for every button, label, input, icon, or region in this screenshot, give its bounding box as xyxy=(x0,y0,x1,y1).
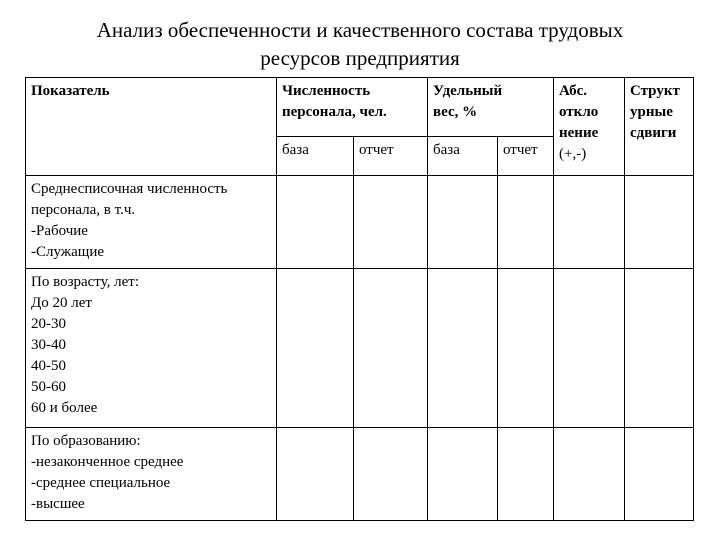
row-headcount-label: Среднесписочная численность персонала, в т.ч. -Рабочие -Служащие xyxy=(26,176,277,269)
table-row xyxy=(26,428,694,521)
empty-cell xyxy=(277,428,354,521)
empty-cell xyxy=(498,428,554,521)
title-line-1: Анализ обеспеченности и качественного состава трудовых xyxy=(96,18,624,42)
subheader-share-report: отчет xyxy=(498,137,554,176)
empty-cell xyxy=(428,428,498,521)
row-age-label: По возрасту, лет: До 20 лет 20-30 30-40 40-50 50-60 60 и более xyxy=(26,269,277,428)
empty-cell xyxy=(554,176,625,269)
empty-cell xyxy=(428,269,498,428)
labor-resources-table xyxy=(25,77,694,521)
empty-cell xyxy=(354,269,428,428)
header-abs-deviation: Абс. откло нение (+,-) xyxy=(554,78,625,176)
empty-cell xyxy=(354,176,428,269)
subheader-share-base: база xyxy=(428,137,498,176)
empty-cell xyxy=(554,428,625,521)
empty-cell xyxy=(498,269,554,428)
subheader-headcount-report: отчет xyxy=(354,137,428,176)
header-share: Удельный вес, % xyxy=(428,78,554,137)
empty-cell xyxy=(554,269,625,428)
empty-cell xyxy=(625,176,694,269)
empty-cell xyxy=(354,428,428,521)
empty-cell xyxy=(277,269,354,428)
page-title xyxy=(0,16,720,72)
empty-cell xyxy=(625,428,694,521)
table-row xyxy=(26,269,694,428)
empty-cell xyxy=(428,176,498,269)
title-line-2: ресурсов предприятия xyxy=(260,46,460,70)
table-row xyxy=(26,176,694,269)
header-structural-shifts: Структ урные сдвиги xyxy=(625,78,694,176)
empty-cell xyxy=(498,176,554,269)
empty-cell xyxy=(277,176,354,269)
empty-cell xyxy=(625,269,694,428)
header-indicator: Показатель xyxy=(26,78,277,176)
row-education-label: По образованию: -незаконченное среднее -среднее специальное -высшее xyxy=(26,428,277,521)
header-headcount: Численность персонала, чел. xyxy=(277,78,428,137)
subheader-headcount-base: база xyxy=(277,137,354,176)
